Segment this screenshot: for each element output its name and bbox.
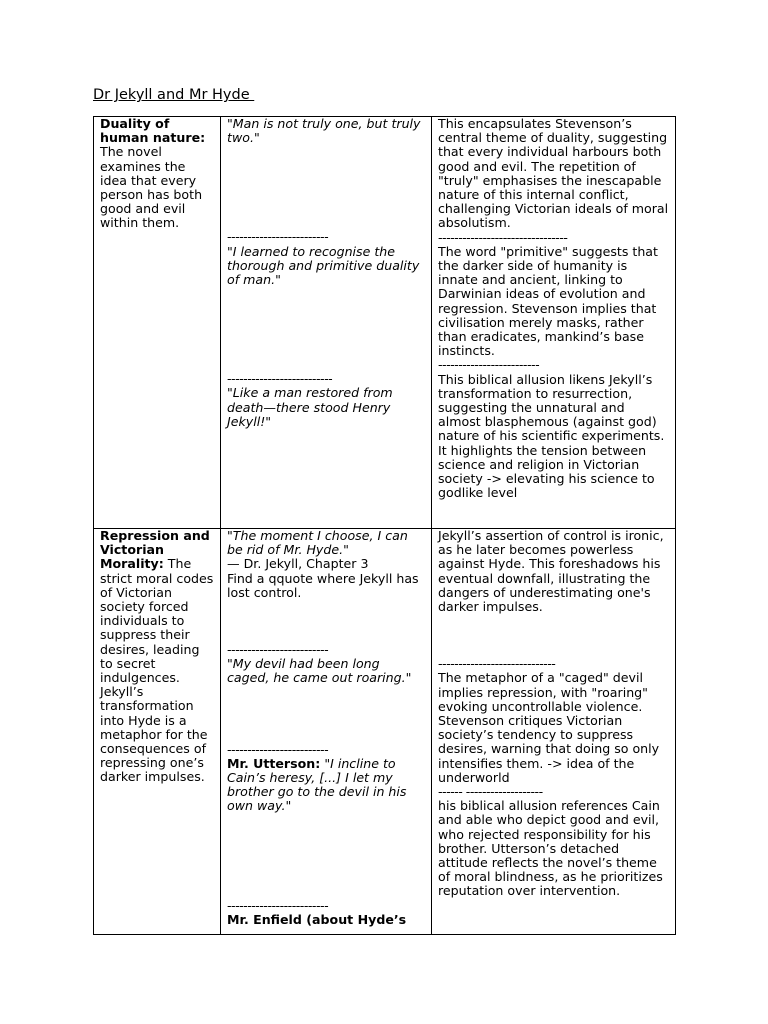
quote-note: Find a qquote where Jekyll has lost control. <box>227 570 419 600</box>
analysis-cell <box>432 529 676 935</box>
analysis-cell <box>432 117 676 529</box>
analysis-text: Jekyll’s assertion of control is ironic, as he later becomes powerless against Hyde. This foreshadows his eventual downfall, illustrating the dangers of underestimating one's darker impulses. <box>438 528 664 615</box>
quote-text: "Like a man restored from death—there stood Henry Jekyll!" <box>227 385 393 429</box>
divider: ------------------------- <box>227 642 329 658</box>
analysis-text: The metaphor of a "caged" devil implies repression, with "roaring" evoking uncontrollable violence. Stevenson critiques Victorian society’s tendency to suppress desires, warning that doing so only intensifies them. -> idea of the underworld <box>438 670 660 785</box>
quote-text: "Man is not truly one, but truly two." <box>227 116 421 146</box>
analysis-text: The word "primitive" suggests that the darker side of humanity is innate and ancient, linking to Darwinian ideas of evolution and regression. Stevenson implies that civilisation merely masks, rather than eradicates, mankind’s base instincts. <box>438 243 658 359</box>
table-row-duality <box>94 117 676 529</box>
divider: ------------------------- <box>227 741 329 757</box>
quote-speaker: Mr. Enfield (about Hyde’s <box>227 911 407 927</box>
theme-cell <box>94 117 221 529</box>
table-row-repression <box>94 529 676 935</box>
quote-text: "The moment I choose, I can be rid of Mr. Hyde." <box>227 528 408 558</box>
spacer <box>227 145 426 230</box>
quote-text: "I incline to Cain’s heresy, [...] I let my brother go to the devil in his own way." <box>227 755 407 814</box>
divider: ------------------------- <box>227 229 329 245</box>
divider: -------------------------------- <box>438 229 568 245</box>
theme-title: Repression and Victorian Morality: <box>100 528 210 572</box>
analysis-text: This biblical allusion likens Jekyll’s transformation to resurrection, suggesting the unnatural and almost blasphemous (against god) nature of his scientific experiments. It highlights the tension between science and religion in Victorian society -> elevating his science to godlike level <box>438 371 665 501</box>
spacer <box>227 287 426 372</box>
quote-attribution: — Dr. Jekyll, Chapter 3 <box>227 556 369 572</box>
analysis-text: This encapsulates Stevenson’s central theme of duality, suggesting that every individual harbours both good and evil. The repetition of "truly" emphasises the inescapable nature of this internal conflict, challenging Victorian ideals of moral absolutism. <box>438 116 669 231</box>
quote-text: "My devil had been long caged, he came out roaring." <box>227 656 412 686</box>
spacer <box>438 614 670 657</box>
divider: ------------------------- <box>438 357 540 373</box>
spacer <box>227 814 426 899</box>
spacer <box>227 600 426 643</box>
page-title: Dr Jekyll and Mr Hyde <box>93 87 255 103</box>
quote-text: "I learned to recognise the thorough and primitive duality of man." <box>227 243 420 288</box>
theme-title: Duality of human nature: <box>100 116 206 146</box>
spacer <box>227 686 426 743</box>
theme-description: The novel examines the idea that every person has both good and evil within them. <box>100 144 203 231</box>
divider: ------ ------------------- <box>438 784 543 800</box>
quote-speaker: Mr. Utterson: <box>227 755 321 771</box>
divider: ----------------------------- <box>438 656 556 672</box>
divider: ------------------------- <box>227 897 329 913</box>
theme-description: The strict moral codes of Victorian society forced individuals to suppress their desires, leading to secret indulgences. Jekyll’s transformation into Hyde is a metaphor for the consequences of repressing one’s darker impulses. <box>100 556 214 785</box>
analysis-text: his biblical allusion references Cain and able who depict good and evil, who rejected responsibility for his brother. Utterson’s detached attitude reflects the novel’s theme of moral blindness, as he prioritizes reputation over intervention. <box>438 798 663 899</box>
quote-with-speaker <box>227 757 426 814</box>
quotes-cell <box>221 117 432 529</box>
analysis-table <box>93 116 676 935</box>
theme-cell <box>94 529 221 935</box>
quotes-cell <box>221 529 432 935</box>
divider: -------------------------- <box>227 371 333 387</box>
